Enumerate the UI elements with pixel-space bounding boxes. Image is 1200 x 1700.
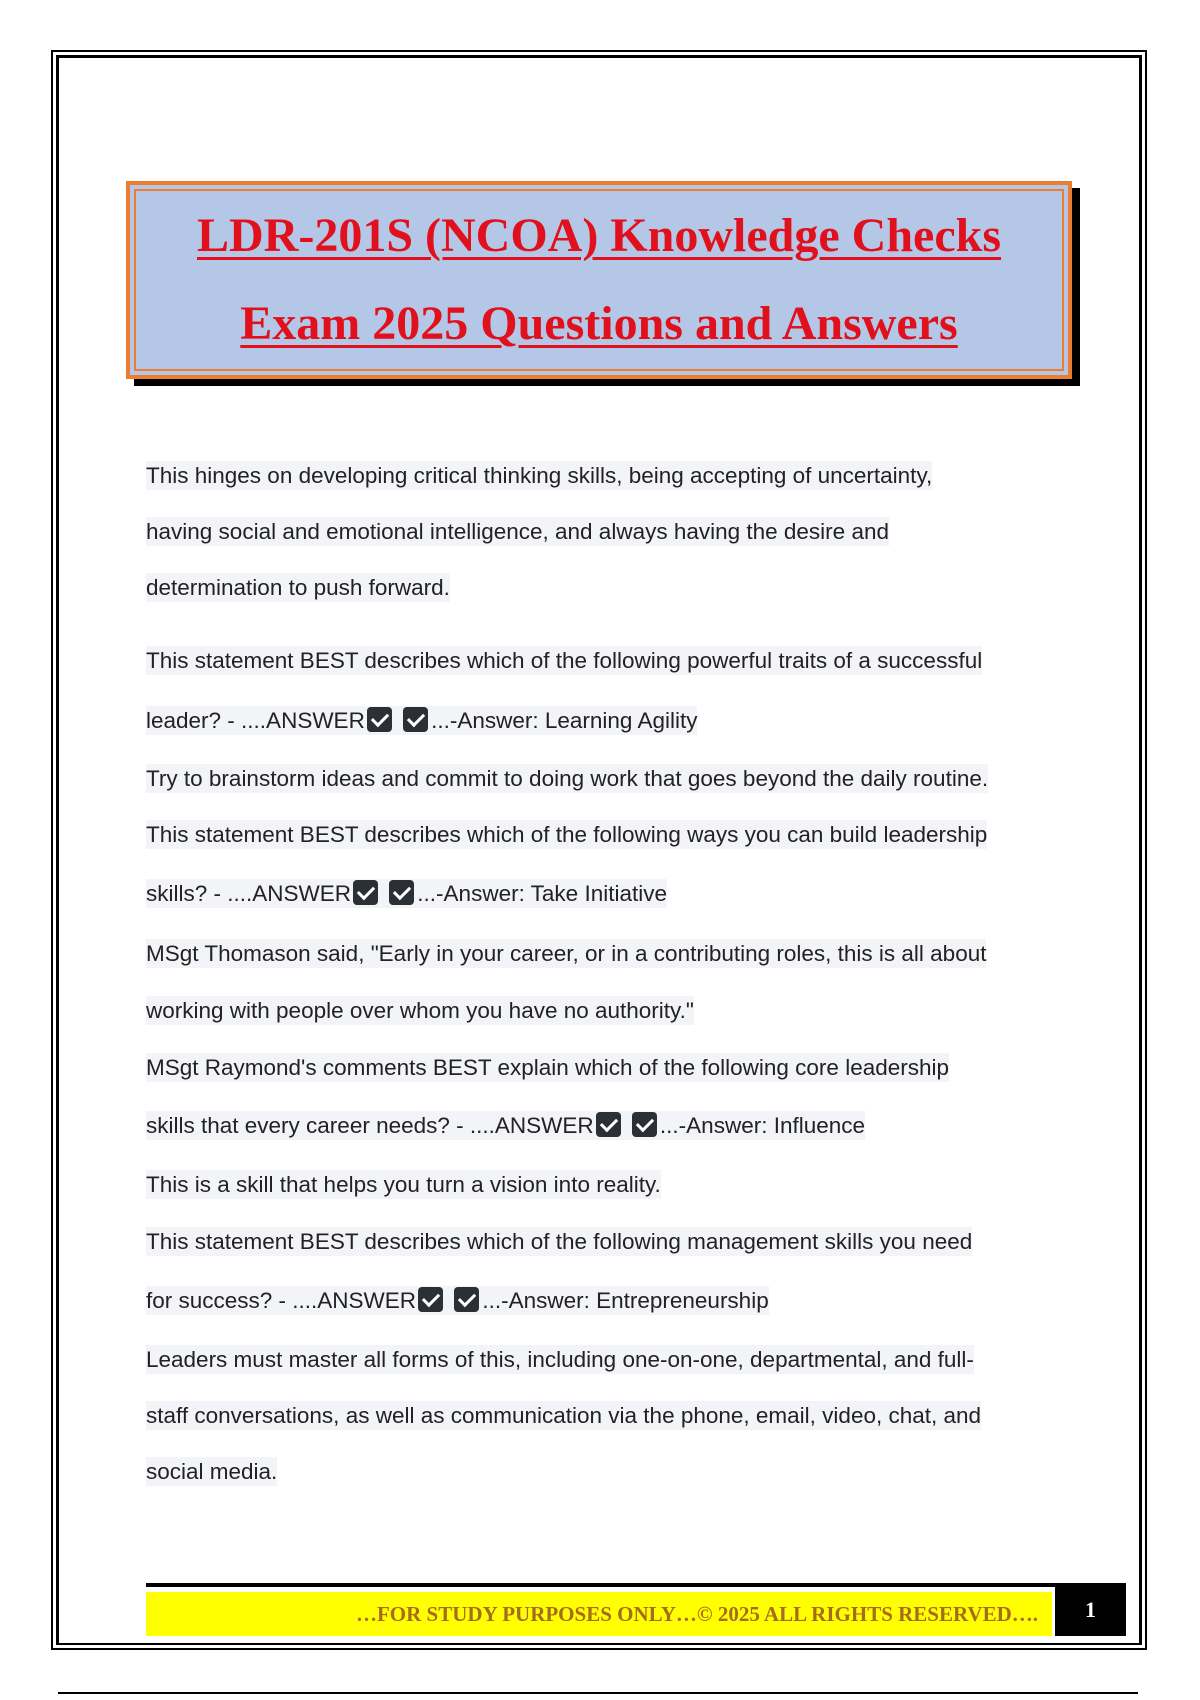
page-number: 1 — [1085, 1596, 1096, 1622]
q2-context — [146, 751, 1076, 807]
q2-question — [146, 807, 1076, 925]
text-line: This statement BEST describes which of the following ways you can build leadership — [146, 822, 988, 847]
check-box-icon — [403, 707, 428, 732]
q5-context — [146, 1332, 1076, 1500]
text-line: Try to brainstorm ideas and commit to doing work that goes beyond the daily routine. — [146, 766, 989, 791]
q1-question — [146, 631, 1076, 751]
q1-context — [146, 448, 1076, 616]
text-line: This hinges on developing critical thinking skills, being accepting of uncertainty, — [146, 463, 933, 488]
text-line: MSgt Raymond's comments BEST explain which of the following core leadership — [146, 1055, 950, 1080]
text-line: social media. — [146, 1459, 278, 1484]
check-box-icon — [389, 880, 414, 905]
title-line-2: Exam 2025 Questions and Answers — [240, 297, 958, 350]
check-box-icon — [353, 880, 378, 905]
q3-context — [146, 925, 1076, 1039]
footer-rule — [146, 1583, 1126, 1587]
answer-line: skills that every career needs? - ....ANSWER ...-Answer: Influence — [146, 1113, 866, 1138]
answer-line: leader? - ....ANSWER ...-Answer: Learning Agility — [146, 708, 698, 733]
text-line: This statement BEST describes which of the following powerful traits of a successful — [146, 648, 983, 673]
check-box-icon — [418, 1287, 443, 1312]
text-line: Leaders must master all forms of this, including one-on-one, departmental, and full- — [146, 1347, 974, 1372]
bottom-rule — [58, 1692, 1138, 1694]
text-line: This is a skill that helps you turn a vision into reality. — [146, 1172, 661, 1197]
text-line: This statement BEST describes which of the following management skills you need — [146, 1229, 973, 1254]
check-box-icon — [454, 1287, 479, 1312]
title-line-1: LDR-201S (NCOA) Knowledge Checks — [197, 209, 1001, 262]
q4-question — [146, 1214, 1076, 1332]
title-box — [126, 181, 1072, 379]
text-line: working with people over whom you have no authority." — [146, 998, 694, 1023]
text-line: MSgt Thomason said, "Early in your career, or in a contributing roles, this is all about — [146, 941, 987, 966]
page-number-box — [1055, 1583, 1126, 1636]
document-body — [146, 448, 1076, 1500]
footer-text: …FOR STUDY PURPOSES ONLY…© 2025 ALL RIGHTS RESERVED…. — [355, 1601, 1038, 1626]
q3-question — [146, 1039, 1076, 1156]
q4-context — [146, 1156, 1076, 1214]
check-box-icon — [596, 1112, 621, 1137]
text-line: having social and emotional intelligence, and always having the desire and — [146, 519, 889, 544]
answer-line: for success? - ....ANSWER ...-Answer: Entrepreneurship — [146, 1288, 769, 1313]
text-line: determination to push forward. — [146, 575, 450, 600]
check-box-icon — [367, 707, 392, 732]
footer-band — [146, 1592, 1052, 1636]
text-line: staff conversations, as well as communication via the phone, email, video, chat, and — [146, 1403, 982, 1428]
answer-line: skills? - ....ANSWER ...-Answer: Take Initiative — [146, 881, 667, 906]
check-box-icon — [632, 1112, 657, 1137]
